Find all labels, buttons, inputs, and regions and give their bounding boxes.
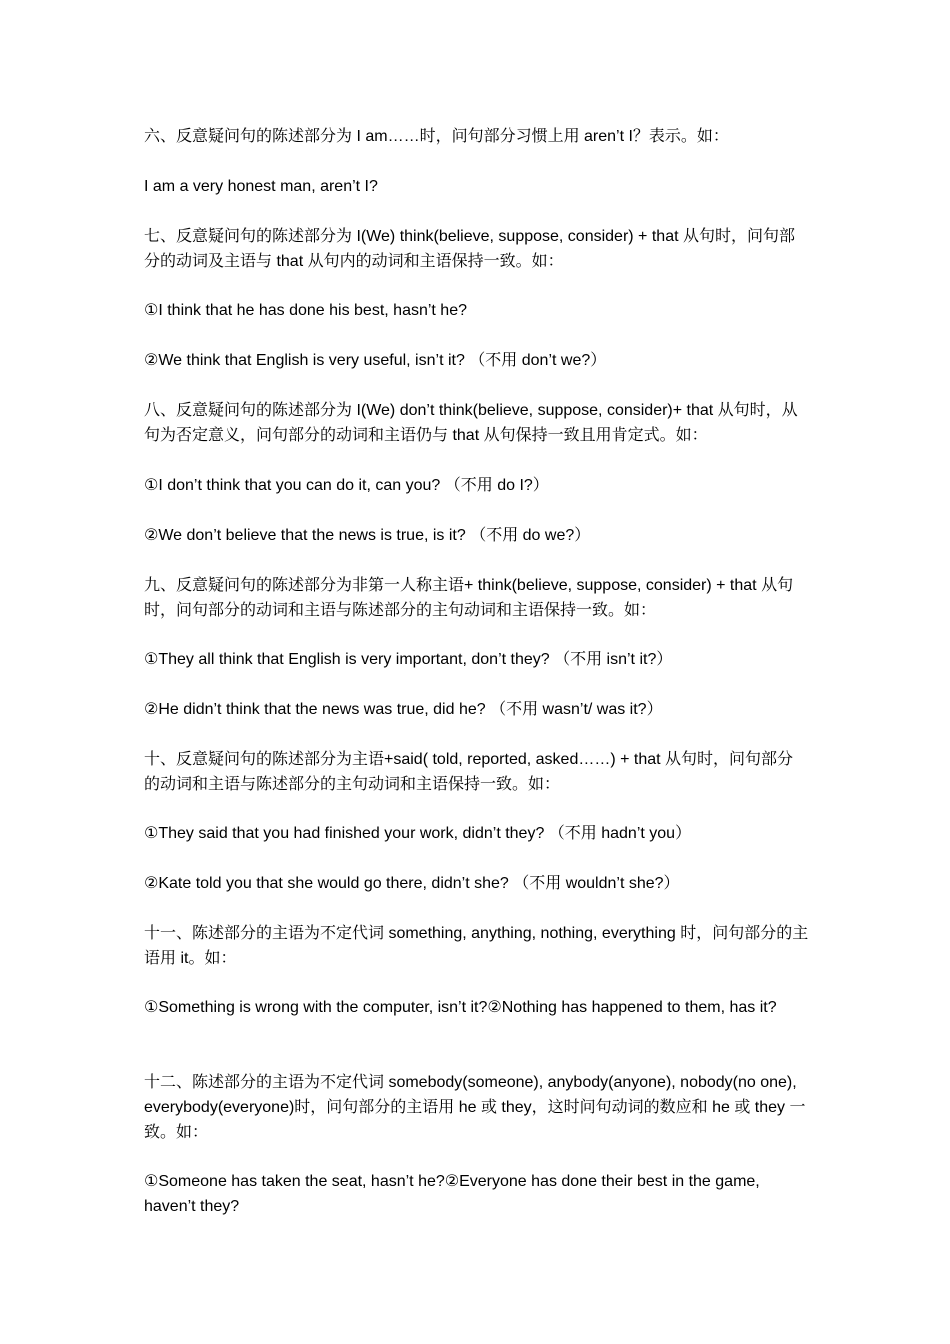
rule-10-heading: 十、反意疑问句的陈述部分为主语+said( told, reported, asked……) + that 从句时，问句部分的动词和主语与陈述部分的主句动词和主语保持一致。如： bbox=[144, 751, 794, 793]
rule-12-examples: ①Someone has taken the seat, hasn’t he?②Everyone has done their best in the game, haven’t they? bbox=[144, 1173, 760, 1215]
rule-7-example-1: ①I think that he has done his best, hasn’t he? bbox=[144, 302, 467, 319]
rule-8-heading: 八、反意疑问句的陈述部分为 I(We) don’t think(believe, suppose, consider)+ that 从句时，从句为否定意义，问句部分的动词和主语仍与 that 从句保持一致且用肯定式。如： bbox=[144, 402, 798, 444]
rule-6-example: I am a very honest man, aren’t I? bbox=[144, 178, 378, 195]
rule-9-heading: 九、反意疑问句的陈述部分为非第一人称主语+ think(believe, suppose, consider) + that 从句时，问句部分的动词和主语与陈述部分的主句动词和主语保持一致。如： bbox=[144, 577, 794, 619]
rule-7-example-2: ②We think that English is very useful, isn’t it? （不用 don’t we?） bbox=[144, 352, 607, 369]
rule-11-examples: ①Something is wrong with the computer, isn’t it?②Nothing has happened to them, has it? bbox=[144, 999, 777, 1016]
rule-7-heading: 七、反意疑问句的陈述部分为 I(We) think(believe, suppose, consider) + that 从句时，问句部分的动词及主语与 that 从句内的动词和主语保持一致。如： bbox=[144, 228, 795, 270]
rule-8-example-1: ①I don’t think that you can do it, can you? （不用 do I?） bbox=[144, 477, 549, 494]
rule-8-example-2: ②We don’t believe that the news is true, is it? （不用 do we?） bbox=[144, 527, 591, 544]
rule-9-example-2: ②He didn’t think that the news was true, did he? （不用 wasn’t/ was it?） bbox=[144, 701, 663, 718]
rule-11-heading: 十一、陈述部分的主语为不定代词 something, anything, nothing, everything 时，问句部分的主语用 it。如： bbox=[144, 925, 809, 967]
rule-6-heading: 六、反意疑问句的陈述部分为 I am……时，问句部分习惯上用 aren’t I？表示。如： bbox=[144, 128, 729, 145]
rule-9-example-1: ①They all think that English is very important, don’t they? （不用 isn’t it?） bbox=[144, 651, 673, 668]
rule-12-heading: 十二、陈述部分的主语为不定代词 somebody(someone), anybody(anyone), nobody(no one), everybody(everyone)时，问句部分的主语用 he 或 they，这时问句动词的数应和 he 或 they 一致。如： bbox=[144, 1074, 806, 1141]
rule-10-example-1: ①They said that you had finished your work, didn’t they? （不用 hadn’t you） bbox=[144, 825, 692, 842]
rule-10-example-2: ②Kate told you that she would go there, didn’t she? （不用 wouldn’t she?） bbox=[144, 875, 680, 892]
